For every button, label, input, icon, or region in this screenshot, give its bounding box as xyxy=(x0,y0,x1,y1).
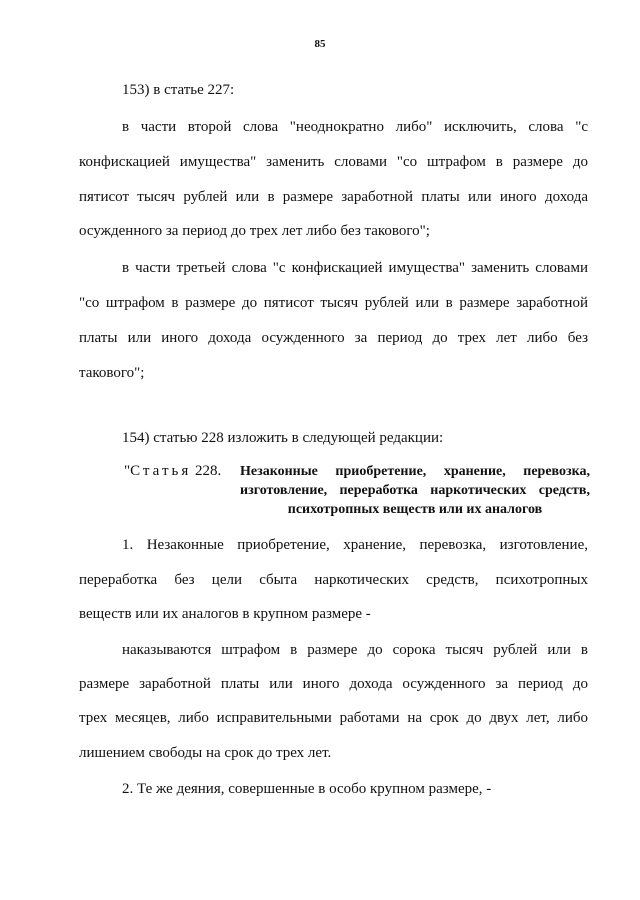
article-label-quote: " xyxy=(124,463,131,479)
page-number: 85 xyxy=(314,38,326,50)
item-153-para1-line4: осужденного за период до трех лет либо без такового"; xyxy=(79,223,430,239)
penalty-line4: лишением свободы на срок до трех лет. xyxy=(79,745,332,761)
article-title: Незаконные приобретение, хранение, перевозка, изготовление, переработка наркотических средств, психотропных веществ или их аналогов xyxy=(240,464,590,517)
penalty-line3: трех месяцев, либо исправительными работами на срок до двух лет, либо xyxy=(79,710,588,726)
article-label xyxy=(124,462,221,480)
item-153-para2-line3: платы или иного дохода осужденного за период до трех лет либо без xyxy=(79,330,588,346)
item-153-para1-line3: пятисот тысяч рублей или в размере заработной платы или иного дохода xyxy=(79,189,588,205)
article-label-word: Статья xyxy=(130,463,192,479)
item-153-para2-line2: "со штрафом в размере до пятисот тысяч рублей или в размере заработной xyxy=(79,295,588,311)
item-153-para1-line1: в части второй слова "неоднократно либо" исключить, слова "с xyxy=(122,119,588,135)
part2-line1: 2. Те же деяния, совершенные в особо крупном размере, - xyxy=(122,781,492,797)
item-154-intro: 154) статью 228 изложить в следующей редакции: xyxy=(122,430,444,446)
item-153-intro: 153) в статье 227: xyxy=(122,82,235,98)
penalty-line1: наказываются штрафом в размере до сорока тысяч рублей или в xyxy=(122,642,588,658)
item-153-para2-line1: в части третьей слова "с конфискацией имущества" заменить словами xyxy=(122,260,588,276)
article-label-number: 228. xyxy=(195,463,222,479)
penalty-line2: размере заработной платы или иного дохода осужденного за период до xyxy=(79,676,588,692)
part1-line1: 1. Незаконные приобретение, хранение, перевозка, изготовление, xyxy=(122,537,588,553)
part1-line3: веществ или их аналогов в крупном размере - xyxy=(79,606,371,622)
item-153-para2-line4: такового"; xyxy=(79,365,145,381)
item-153-para1-line2: конфискацией имущества" заменить словами "со штрафом в размере до xyxy=(79,154,588,170)
part1-line2: переработка без цели сбыта наркотических средств, психотропных xyxy=(79,572,588,588)
